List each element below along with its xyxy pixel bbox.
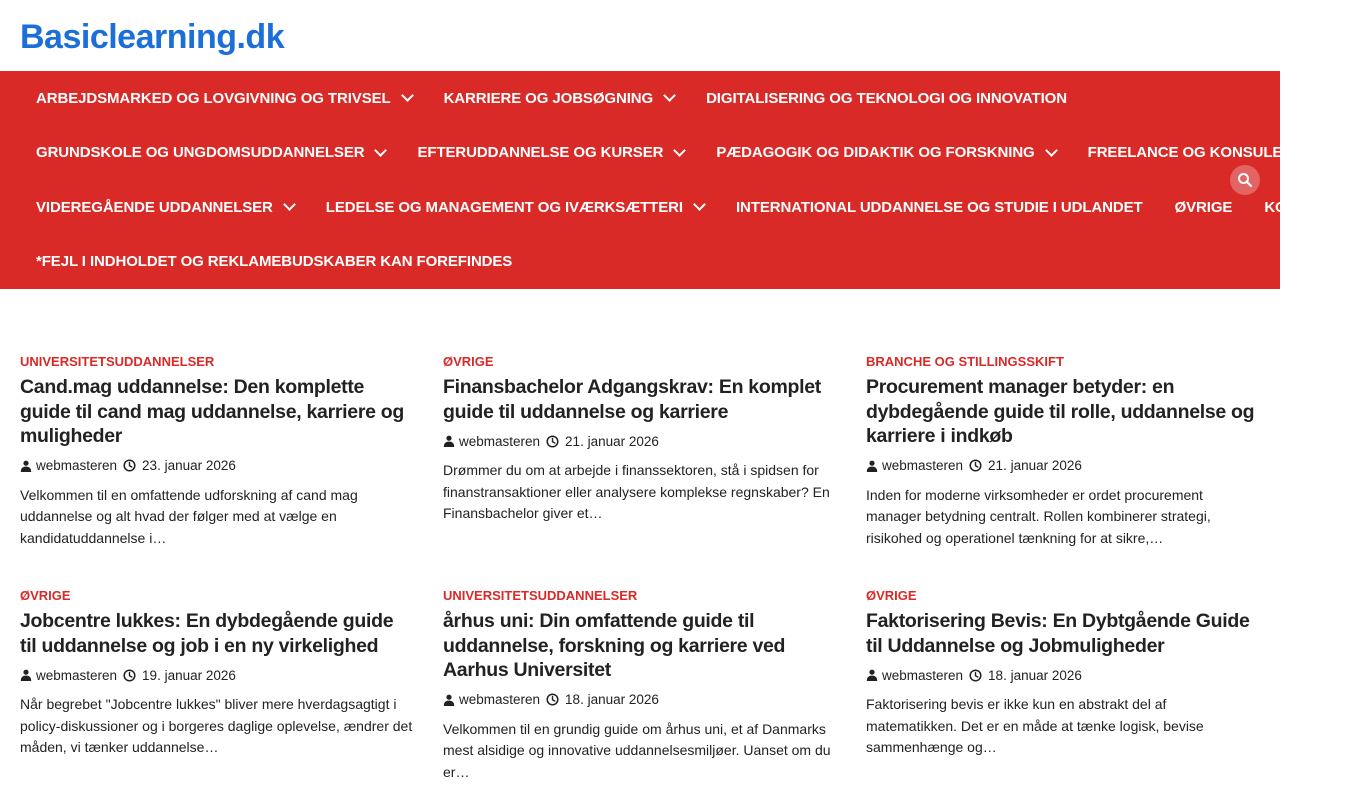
post-meta [20, 666, 413, 684]
clock-icon [969, 459, 982, 472]
post-date[interactable]: 18. januar 2026 [565, 692, 659, 707]
post-excerpt: Velkommen til en grundig guide om århus uni, et af Danmarks mest alsidige og innovative uddannelsesmiljøer. Uanset om du er… [443, 720, 831, 780]
post-category[interactable]: UNIVERSITETSUDDANNELSER [443, 588, 638, 603]
nav-row [20, 71, 1260, 126]
nav-item-label: ARBEJDSMARKED OG LOVGIVNING OG TRIVSEL [36, 89, 391, 107]
post-excerpt: Velkommen til en omfattende udforskning af cand mag uddannelse og alt hvad der følger med at vælge en kandidatuddannelse i… [20, 486, 358, 546]
post-card [443, 585, 836, 783]
post-card [443, 351, 836, 549]
nav-item-label: *FEJL I INDHOLDET OG REKLAMEBUDSKABER KAN FOREFINDES [36, 253, 513, 271]
post-card [20, 585, 413, 783]
nav-item[interactable] [428, 71, 691, 126]
post-title[interactable]: Cand.mag uddannelse: Den komplette guide til cand mag uddannelse, karriere og muligheder [20, 376, 404, 447]
nav-item-label: VIDEREGÅENDE UDDANNELSER [36, 198, 273, 216]
nav-row [20, 126, 1326, 181]
chevron-down-icon[interactable] [663, 89, 676, 102]
user-icon [20, 460, 32, 472]
clock-icon [546, 435, 559, 448]
nav-item[interactable] [20, 180, 310, 235]
post-excerpt: Når begrebet "Jobcentre lukkes" bliver mere hverdagsagtigt i policy-diskussioner og i borgeres daglige oplevelse, ændrer det måden, vi tænker uddannelse… [20, 696, 413, 755]
post-excerpt: Faktorisering bevis er ikke kun en abstrakt del af matematikken. Det er en måde at tænke logisk, bevise sammenhænge og… [866, 696, 1204, 755]
main-navigation [0, 71, 1336, 289]
post-author[interactable]: webmasteren [36, 458, 118, 473]
post-date[interactable]: 23. januar 2026 [142, 458, 236, 473]
chevron-down-icon[interactable] [693, 198, 706, 211]
post-author[interactable]: webmasteren [882, 667, 964, 683]
nav-item[interactable] [20, 235, 528, 290]
post-author[interactable]: webmasteren [882, 458, 964, 473]
post-author[interactable]: webmasteren [36, 667, 118, 683]
post-category[interactable]: ØVRIGE [866, 588, 917, 603]
post-author[interactable]: webmasteren [459, 433, 541, 449]
post-card [866, 585, 1259, 783]
post-excerpt: Drømmer du om at arbejde i finanssektoren, stå i spidsen for finanstransaktioner eller analysere komplekse regnskaber? En Finansbachelor giver et… [443, 462, 830, 521]
chevron-down-icon[interactable] [283, 198, 296, 211]
user-icon [866, 460, 878, 472]
post-category[interactable]: UNIVERSITETSUDDANNELSER [20, 354, 215, 369]
post-author[interactable]: webmasteren [459, 692, 541, 707]
user-icon [443, 694, 455, 706]
search-icon [1237, 172, 1253, 188]
user-icon [20, 669, 32, 681]
post-title[interactable]: Procurement manager betyder: en dybdegående guide til rolle, uddannelse og karriere i indkøb [866, 376, 1255, 447]
post-excerpt: Inden for moderne virksomheder er ordet procurement manager betydning centralt. Rollen kombinerer strategi, risikohed og operationel tænkning for at sikre,… [866, 486, 1211, 546]
post-date[interactable]: 21. januar 2026 [565, 433, 659, 449]
site-header [0, 0, 1280, 71]
nav-item[interactable] [700, 126, 1071, 181]
search-button[interactable] [1230, 165, 1260, 195]
post-card [866, 351, 1259, 549]
nav-item-label: KARRIERE OG JOBSØGNING [443, 89, 654, 107]
nav-item[interactable] [1248, 180, 1352, 235]
nav-item-label: INTERNATIONAL UDDANNELSE OG STUDIE I UDLANDET [735, 198, 1143, 216]
post-category[interactable]: ØVRIGE [20, 588, 71, 603]
post-meta [866, 666, 1259, 684]
post-date[interactable]: 18. januar 2026 [988, 667, 1082, 683]
nav-item[interactable] [310, 180, 720, 235]
post-meta [443, 432, 836, 450]
post-category[interactable]: ØVRIGE [443, 354, 494, 369]
post-grid [0, 289, 1280, 783]
nav-item[interactable] [401, 126, 700, 181]
clock-icon [123, 459, 136, 472]
nav-item[interactable] [1072, 126, 1342, 181]
post-category[interactable]: BRANCHE OG STILLINGSSKIFT [866, 354, 1064, 369]
nav-row [20, 235, 1260, 290]
post-meta [443, 691, 836, 709]
nav-item-label: KONTAKT [1264, 198, 1336, 216]
chevron-down-icon[interactable] [673, 144, 686, 157]
post-title[interactable]: Finansbachelor Adgangskrav: En komplet guide til uddannelse og karriere [443, 376, 821, 423]
post-date[interactable]: 19. januar 2026 [142, 667, 236, 683]
nav-item[interactable] [20, 126, 401, 181]
nav-item-label: LEDELSE OG MANAGEMENT OG IVÆRKSÆTTERI [325, 198, 683, 216]
post-card [20, 351, 413, 549]
post-title[interactable]: Jobcentre lukkes: En dybdegående guide til uddannelse og job i en ny virkelighed [20, 610, 394, 657]
nav-item[interactable] [20, 71, 428, 126]
post-title[interactable]: Faktorisering Bevis: En Dybtgående Guide til Uddannelse og Jobmuligheder [866, 610, 1250, 657]
clock-icon [546, 693, 559, 706]
site-title[interactable]: Basiclearning.dk [20, 17, 285, 56]
post-date[interactable]: 21. januar 2026 [988, 458, 1082, 473]
post-meta [866, 457, 1259, 475]
user-icon [866, 669, 878, 681]
nav-item[interactable] [690, 71, 1083, 126]
user-icon [443, 435, 455, 447]
clock-icon [123, 669, 136, 682]
nav-row [20, 180, 1336, 235]
chevron-down-icon[interactable] [401, 89, 414, 102]
nav-item-label: PÆDAGOGIK OG DIDAKTIK OG FORSKNING [716, 144, 1035, 162]
nav-item-label: ØVRIGE [1174, 198, 1233, 216]
nav-item-label: DIGITALISERING OG TEKNOLOGI OG INNOVATION [706, 89, 1067, 107]
nav-rows [20, 71, 1336, 289]
chevron-down-icon[interactable] [1045, 144, 1058, 157]
nav-item-label: EFTERUDDANNELSE OG KURSER [417, 144, 664, 162]
nav-item-label: GRUNDSKOLE OG UNGDOMSUDDANNELSER [36, 144, 365, 162]
clock-icon [969, 669, 982, 682]
nav-item-label: FREELANCE OG KONSULENTLIV [1087, 144, 1326, 162]
nav-item[interactable] [720, 180, 1159, 235]
chevron-down-icon[interactable] [375, 144, 388, 157]
post-meta [20, 457, 413, 475]
post-title[interactable]: århus uni: Din omfattende guide til uddannelse, forskning og karriere ved Aarhus Universitet [443, 610, 786, 681]
